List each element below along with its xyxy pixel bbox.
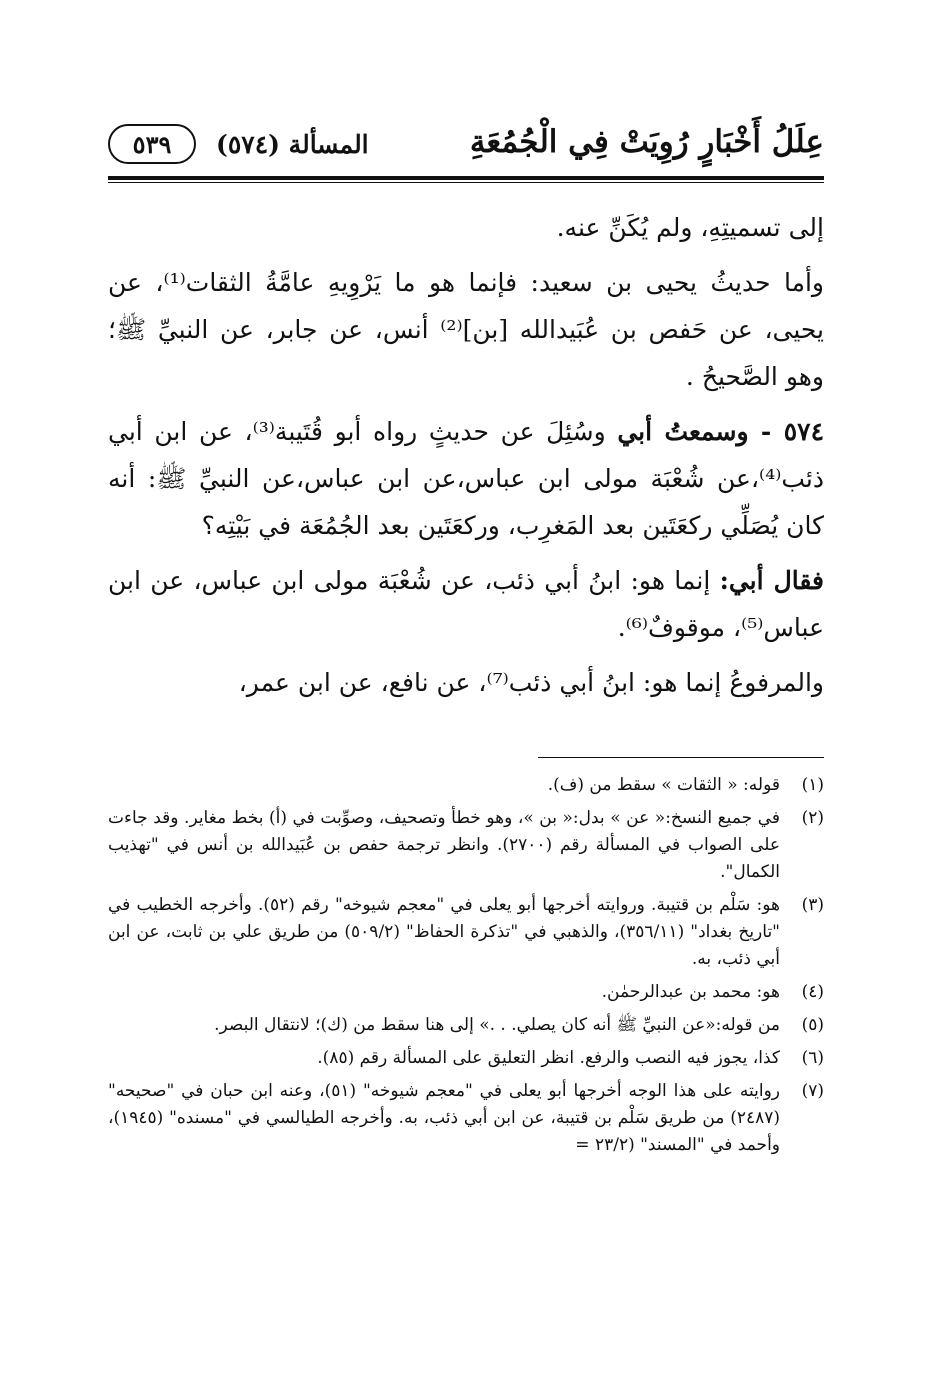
page-number-badge [108, 124, 196, 164]
page-number: ٥٣٩ [132, 129, 172, 159]
footnote-number: (٢) [801, 808, 824, 828]
footnote-number: (٤) [801, 982, 824, 1002]
footnote-number: (١) [801, 775, 824, 795]
footnote-text: روايته على هذا الوجه أخرجها أبو يعلى في "معجم شيوخه" (٥١)، وعنه ابن حبان في "صحيحه" (٢٤٨٧) من طريق سَلْم بن قتيبة، عن ابن أبي ذئب، به. وأخرجه الطيالسي في "مسنده" (١٩٤٥)، وأحمد في "المسند" (٢٣/٢ = [108, 1081, 780, 1155]
paragraph: والمرفوعُ إنما هو: ابنُ أبي ذئب⁽⁷⁾، عن نافع، عن ابن عمر، [238, 668, 824, 697]
footnote-separator [538, 757, 824, 758]
footnote-text: هو: محمد بن عبدالرحمٰن. [601, 982, 780, 1002]
footnotes [108, 772, 824, 1165]
paragraph [108, 557, 824, 651]
footnote [108, 772, 824, 799]
footnote-text: كذا، يجوز فيه النصب والرفع. انظر التعليق على المسألة رقم (٨٥). [317, 1048, 780, 1068]
paragraph [108, 408, 824, 549]
footnote-number: (٣) [801, 895, 824, 915]
footnote [108, 1012, 824, 1039]
footnote [108, 1078, 824, 1159]
footnote-number: (٧) [801, 1081, 824, 1101]
footnote-text: قوله: « الثقات » سقط من (ف). [547, 775, 780, 795]
header-rule-thin [108, 182, 824, 183]
footnote [108, 979, 824, 1006]
footnote-text: في جميع النسخ:« عن » بدل:« بن »، وهو خطأ وتصحيف، وصوِّبت في (أ) بخط مغاير. وقد جاءت على الصواب في المسألة رقم (٢٧٠٠). وانظر ترجمة حفص بن عُبَيدالله بن أنس في "تهذيب الكمال". [108, 808, 780, 882]
main-text [108, 204, 824, 714]
running-title: عِلَلُ أَخْبَارٍ رُوِيَتْ فِي الْجُمُعَةِ [469, 124, 824, 160]
answer-lead: فقال أبي: [719, 566, 824, 595]
footnote-number: (٦) [801, 1048, 824, 1068]
footnote-text: من قوله:«عن النبيِّ ﷺ أنه كان يصلي. . .» إلى هنا سقط من (ك)؛ لانتقال البصر. [214, 1015, 780, 1035]
footnote [108, 805, 824, 886]
header-rule [108, 176, 824, 180]
footnote-text: هو: سَلْم بن قتيبة. وروايته أخرجها أبو يعلى في "معجم شيوخه" رقم (٥٢). وأخرجه الخطيب في "تاريخ بغداد" (٣٥٦/١١)، والذهبي في "تذكرة الحفاظ" (٥٠٩/٢) من طريق علي بن ثابت، عن ابن أبي ذئب، به. [108, 895, 781, 969]
paragraph-text: إنما هو: ابنُ أبي ذئب، عن شُعْبَة مولى ابن عباس، عن ابن عباس⁽⁵⁾، موقوفٌ⁽⁶⁾. [108, 566, 824, 642]
issue-heading: ٥٧٤ - وسمعتُ أبي [617, 417, 825, 446]
paragraph: وأما حديثُ يحيى بن سعيد: فإنما هو ما يَرْوِيهِ عامَّةُ الثقات⁽¹⁾، عن يحيى، عن حَفص بن عُبَيدالله [بن]⁽²⁾ أنس، عن جابر، عن النبيِّ ﷺ؛ وهو الصَّحيحُ . [108, 268, 825, 391]
page-header [108, 118, 824, 176]
footnote [108, 892, 824, 973]
issue-label: المسألة (٥٧٤) [216, 130, 369, 159]
paragraph: إلى تسميتِهِ، ولم يُكَنِّ عنه. [556, 213, 824, 242]
footnote-number: (٥) [801, 1015, 824, 1035]
paragraph-text: وسُئِلَ عن حديثٍ رواه أبو قُتَيبة⁽³⁾، عن ابن أبي ذئب⁽⁴⁾،عن شُعْبَة مولى ابن عباس،عن ابن عباس،عن النبيِّ ﷺ: أنه كان يُصَلِّي ركعَتَين بعد المَغرِب، وركعَتَين بعد الجُمُعَة في بَيْتِه؟ [108, 417, 824, 540]
footnote [108, 1045, 824, 1072]
